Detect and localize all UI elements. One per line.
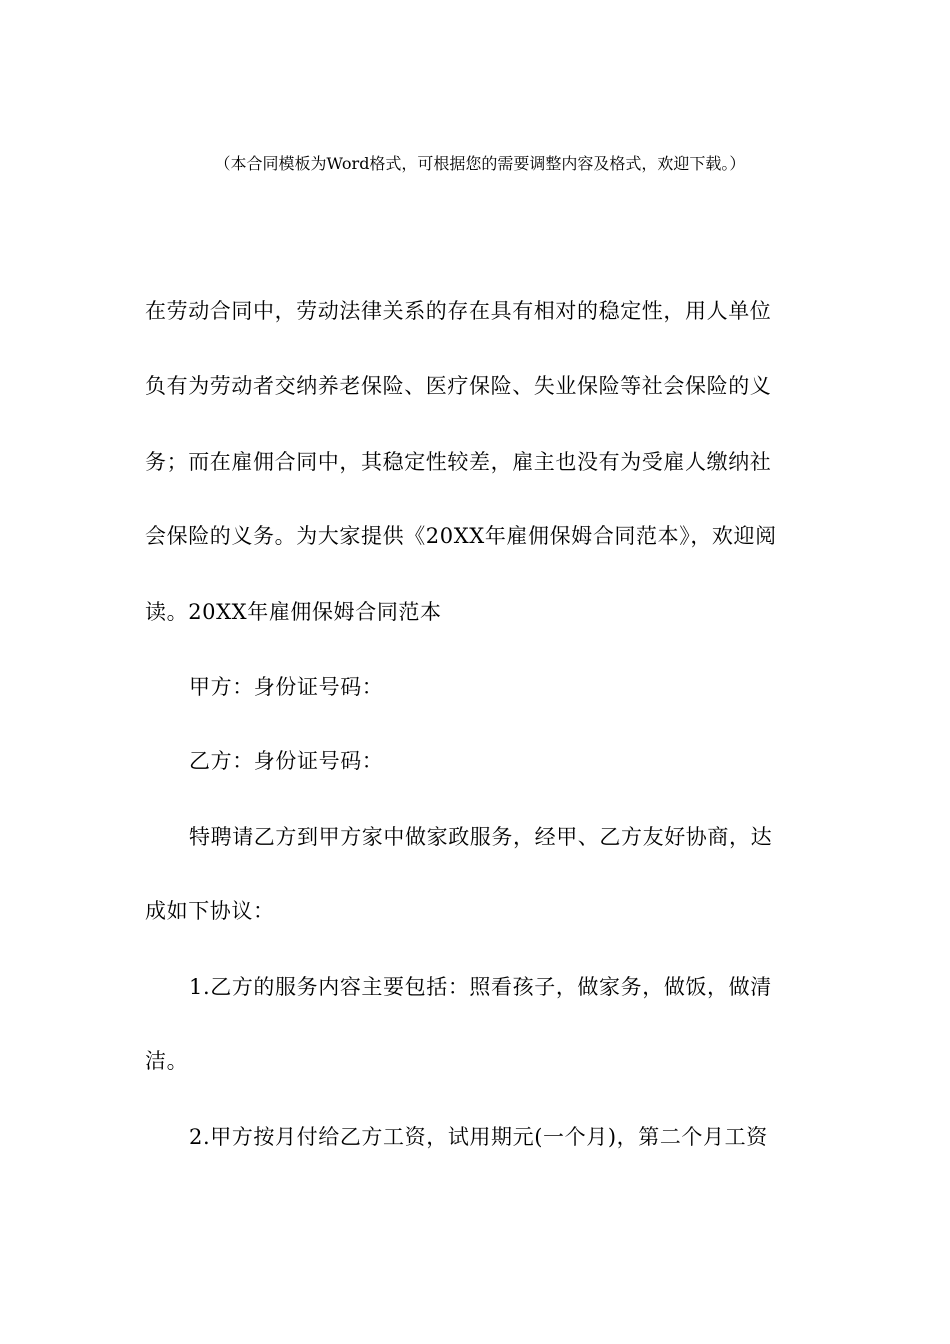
template-note: （本合同模板为Word格式，可根据您的需要调整内容及格式，欢迎下载。） [214, 154, 746, 173]
intro-line-2: 负有为劳动者交纳养老保险、医疗保险、失业保险等社会保险的义 [145, 374, 772, 398]
clause-2-line-1: 2.甲方按月付给乙方工资，试用期元(一个月)，第二个月工资 [189, 1125, 768, 1149]
clause-1-line-2: 洁。 [145, 1049, 189, 1073]
party-a-line: 甲方：身份证号码： [189, 675, 384, 699]
intro-line-5: 读。20XX年雇佣保姆合同范本 [145, 600, 442, 624]
agreement-line-2: 成如下协议： [145, 899, 275, 923]
intro-line-1: 在劳动合同中，劳动法律关系的存在具有相对的稳定性，用人单位 [145, 299, 772, 323]
intro-line-4: 会保险的义务。为大家提供《20XX年雇佣保姆合同范本》，欢迎阅 [145, 524, 777, 548]
intro-line-3: 务；而在雇佣合同中，其稳定性较差，雇主也没有为受雇人缴纳社 [145, 450, 772, 474]
party-b-line: 乙方：身份证号码： [189, 749, 384, 773]
clause-1-line-1: 1.乙方的服务内容主要包括：照看孩子，做家务，做饭，做清 [189, 975, 772, 999]
agreement-line-1: 特聘请乙方到甲方家中做家政服务，经甲、乙方友好协商，达 [189, 825, 773, 849]
